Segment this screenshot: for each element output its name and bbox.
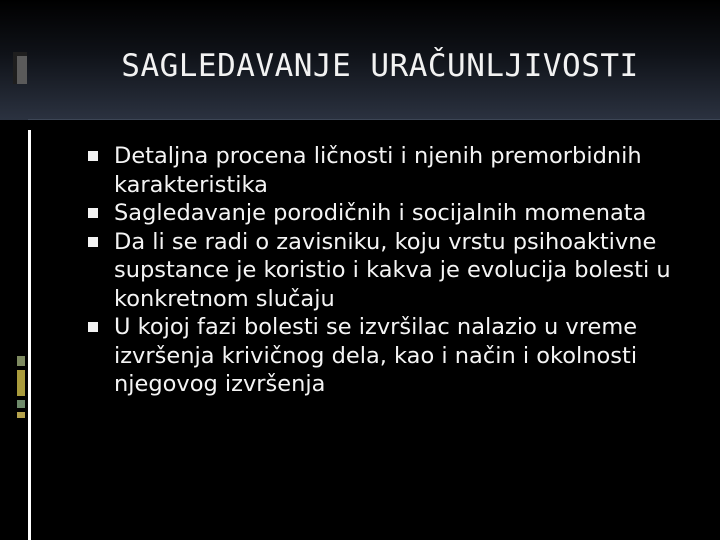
- bullet-text: Sagledavanje porodičnih i socijalnih momenata: [114, 200, 647, 226]
- bullet-text: U kojoj fazi bolesti se izvršilac nalazio u vreme izvršenja krivičnog dela, kao i način i okolnosti njegovog izvršenja: [114, 314, 638, 397]
- bullet-item: [88, 228, 698, 314]
- side-accent-mark: [17, 370, 25, 396]
- bullet-text: Da li se radi o zavisniku, koju vrstu psihoaktivne supstance je koristio i kakva je evolucija bolesti u konkretnom slučaju: [114, 228, 671, 312]
- side-accent-mark: [17, 412, 25, 418]
- square-bullet-icon: [88, 237, 98, 247]
- title-divider: [28, 119, 720, 120]
- bullet-item: [88, 313, 698, 399]
- bullet-item: [88, 142, 698, 199]
- corner-accent-inner: [17, 56, 27, 84]
- bullet-list: [88, 142, 698, 399]
- vertical-divider: [28, 130, 31, 540]
- side-accent-mark: [17, 400, 25, 408]
- square-bullet-icon: [88, 322, 98, 332]
- bullet-item: [88, 199, 698, 228]
- square-bullet-icon: [88, 151, 98, 161]
- side-accent-mark: [17, 356, 25, 366]
- slide-title: SAGLEDAVANJE URAČUNLJIVOSTI: [121, 48, 639, 84]
- square-bullet-icon: [88, 208, 98, 218]
- bullet-text: Detaljna procena ličnosti i njenih premorbidnih karakteristika: [114, 143, 642, 198]
